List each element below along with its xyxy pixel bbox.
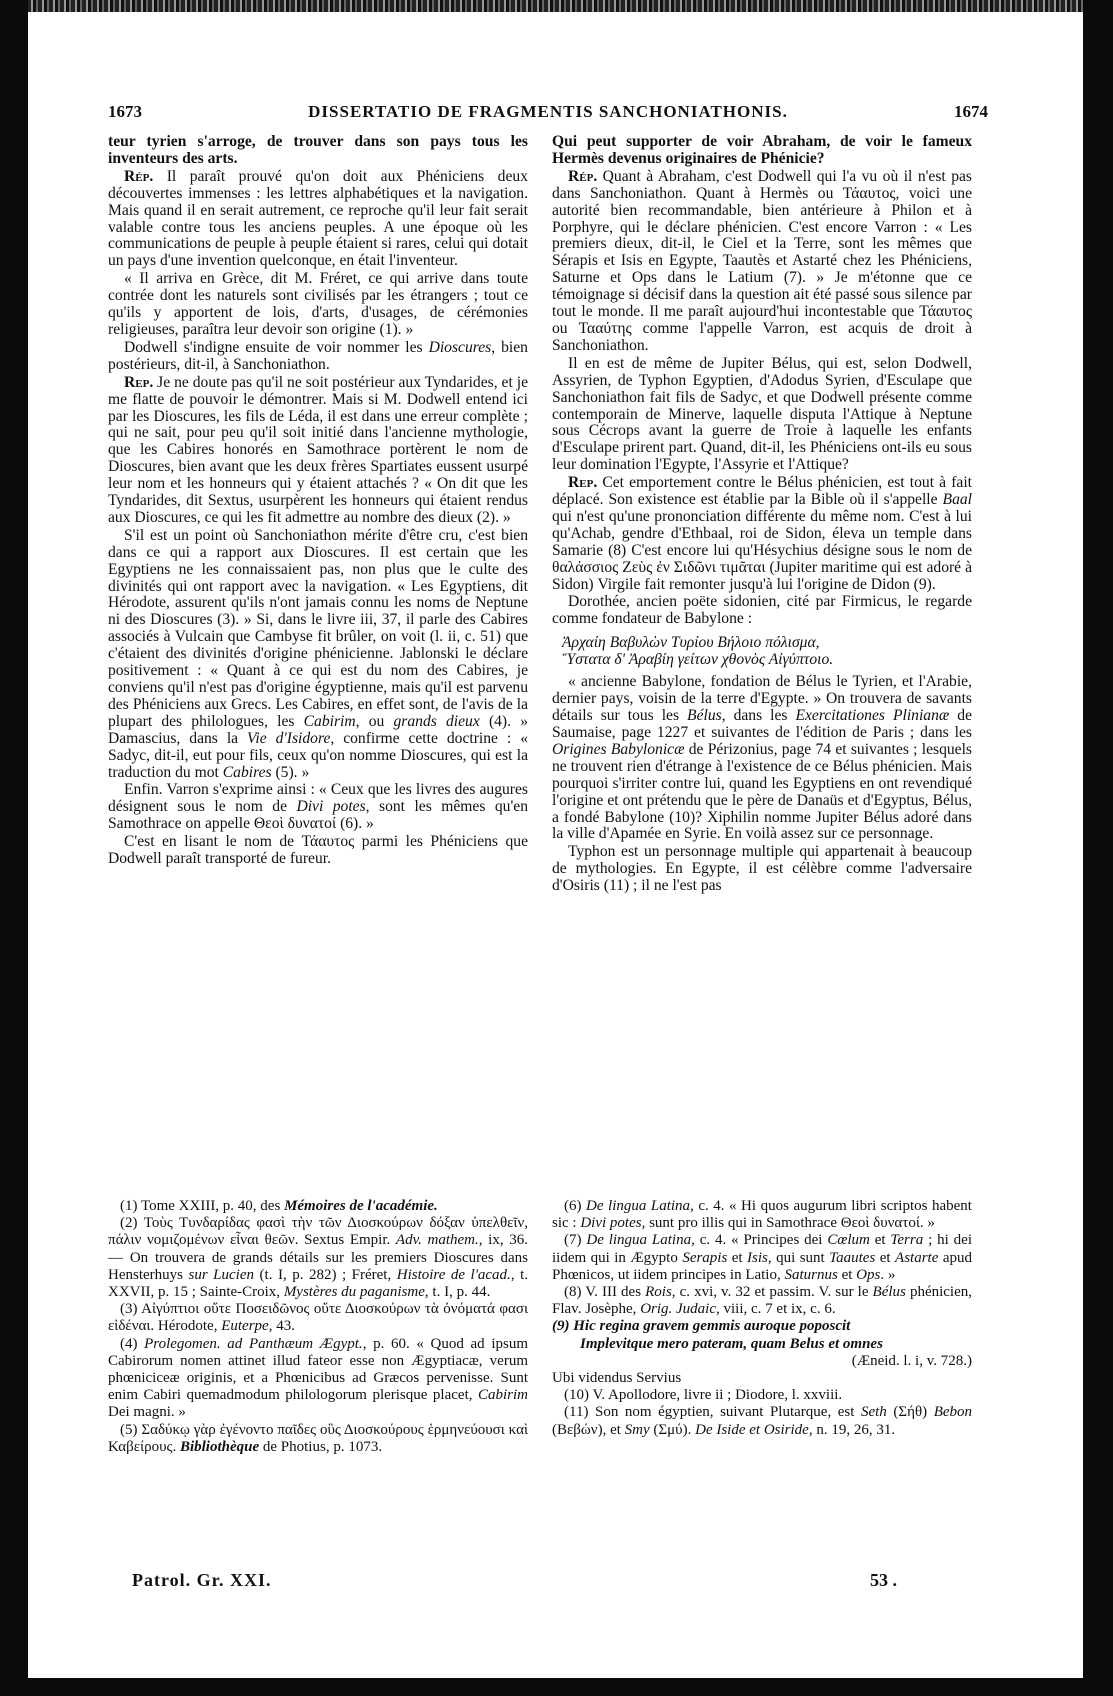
running-head — [108, 100, 988, 126]
verse-line: Ἀρχαίη Βαβυλὼν Τυρίου Βήλοιο πόλισμα, — [562, 634, 820, 652]
paragraph: Qui peut supporter de voir Abraham, de voir le fameux Hermès devenus originaires de Phénicie? — [552, 133, 972, 167]
footer-volume: Patrol. Gr. XXI. — [132, 1570, 272, 1590]
paragraph: teur tyrien s'arroge, de trouver dans son pays tous les inventeurs des arts. — [108, 133, 528, 167]
paragraph: Rép. Quant à Abraham, c'est Dodwell qui l'a vu où il n'est pas dans Sanchoniathon. Quant à Hermès ou Τάαυτος, voici une autorité bien recommandable, bien antérieure à Philon et à Porphyre, qui le déclare phénicien. C'est encore Varron : « Les premiers dieux, dit-il, le Ciel et la Terre, sont les mêmes que Sérapis et Isis en Egypte, Taautès et Astarté chez les Phéniciens, Saturne et Ops dans le Latium (7). » Je m'étonne que ce témoignage si décisif dans la question ait été passé sous silence par tout le monde. Il me paraît aujourd'hui incontestable que Τάαυτος ou Τααύτης comme l'appelle Varron, est acquis de droit à Sanchoniathon. — [552, 167, 972, 354]
footnote: (8) V. III des Rois, c. xvi, v. 32 et passim. V. sur le Bélus phénicien, Flav. Josèphe, Orig. Judaic, viii, c. 7 et ix, c. 6. — [552, 1284, 972, 1318]
citation: (Æneid. l. i, v. 728.) — [851, 1352, 972, 1369]
right-column — [552, 134, 972, 895]
footnote: (3) Αἰγύπτιοι οὔτε Ποσειδῶνος οὔτε Διοσκούρων τὰ ὀνόματά φασι εἰδέναι. Hérodote, Euterpe, 43. — [108, 1301, 528, 1335]
footnote: (5) Σαδύκῳ γὰρ ἐγένοντο παῖδες οὓς Διοσκούρους ἑρμηνεύουσι καὶ Καβείρους. Bibliothèque de Photius, p. 1073. — [108, 1421, 528, 1455]
paragraph: Rép. Il paraît prouvé qu'on doit aux Phéniciens deux découvertes immenses : les lettres alphabétiques et la navigation. Mais quand il en serait autrement, ce reproche qu'il leur fait serait valable contre tous les anciens peuples. A une époque où les communications de peuple à peuple étaient si rares, celui qui dotait un pays d'une invention quelconque, en était l'inventeur. — [108, 167, 528, 270]
poem-line: Implevitque mero pateram, quam Belus et omnes — [580, 1335, 883, 1352]
column-number-left: 1673 — [108, 102, 142, 121]
paragraph: Dodwell s'indigne ensuite de voir nommer les Dioscures, bien postérieurs, dit-il, à Sanchoniathon. — [108, 338, 528, 373]
greek-verse — [562, 634, 972, 668]
paragraph: C'est en lisant le nom de Τάαυτος parmi les Phéniciens que Dodwell paraît transporté de fureur. — [108, 833, 528, 868]
footnote: (4) Prolegomen. ad Panthæum Ægypt., p. 60. « Quod ad ipsum Cabirorum nomen attinet illud fateor esse non Ægyptiacæ, verum phœniciceæ originis, et a Phœnicibus ad Græcos pervenisse. Sunt enim Cabiri quemadmodum philologorum plerisque placet, Cabirim Dei magni. » — [108, 1335, 528, 1421]
left-column — [108, 134, 528, 868]
paragraph: « Il arriva en Grèce, dit M. Fréret, ce qui arrive dans toute contrée dont les naturels sont civilisés par les étrangers ; tout ce qu'ils y apportent de lois, d'arts, d'usages, de cérémonies religieuses, paraîtra leur devoir son origine (1). » — [108, 270, 528, 338]
scan-edge-left — [0, 0, 28, 1696]
verse-line: Ὕστατα δ' Ἀραβίη γείτων χθονὸς Αἰγύπτοιο. — [562, 651, 834, 669]
footnote: (1) Tome XXIII, p. 40, des Mémoires de l'académie. — [120, 1198, 438, 1214]
scan-edge-right — [1083, 0, 1113, 1696]
scan-edge-bottom — [0, 1678, 1113, 1696]
paragraph: Dorothée, ancien poëte sidonien, cité par Firmicus, le regarde comme fondateur de Babylone : — [552, 593, 972, 628]
footnote: (7) De lingua Latina, c. 4. « Principes dei Cœlum et Terra ; hi dei iidem qui in Ægypto Serapis et Isis, qui sunt Taautes et Astarte apud Phœnicos, ut iidem principes in Latio, Saturnus et Ops. » — [552, 1232, 972, 1283]
footnote: Ubi videndus Servius — [552, 1370, 682, 1387]
paragraph: S'il est un point où Sanchoniathon mérite d'être cru, c'est bien dans ce qui a rapport aux Dioscures. Il est certain que les Egyptiens ne les connaissaient pas, non plus que le culte des divinités qui ont rapport avec la navigation. « Les Egyptiens, dit Hérodote, assurent qu'ils n'ont jamais connu les noms de Neptune ni des Dioscures (3). » Si, dans le livre iii, 37, il parle des Cabires associés à Vulcain que Cambyse fit brûler, on voit (l. ii, c. 51) que c'étaient des divinités d'origine phénicienne. Jablonski le déclare positivement : « Quant à ce qui est du nom des Cabires, je conviens qu'il n'est pas d'origine égyptienne, mais qu'il est parvenu des Phéniciens aux Grecs. Les Cabires, en effet sont, de l'avis de la plupart des philologues, les Cabirim, ou grands dieux (4). » Damascius, dans la Vie d'Isidore, confirme cette doctrine : « Sadyc, dit-il, eut pour fils, ceux qu'on nomme Dioscures, qui est la traduction du mot Cabires (5). » — [108, 526, 528, 781]
footnotes-left — [108, 1198, 528, 1456]
paragraph: Typhon est un personnage multiple qui appartenait à beaucoup de mythologies. En Egypte, il est célèbre comme l'adversaire d'Osiris (11) ; il ne l'est pas — [552, 843, 972, 895]
footnote: (6) De lingua Latina, c. 4. « Hi quos augurum libri scriptos habent sic : Divi potes, sunt pro illis qui in Samothrace Θεοὶ δυνατοί. » — [552, 1198, 972, 1232]
document-page — [108, 100, 988, 1660]
paragraph: Rep. Je ne doute pas qu'il ne soit postérieur aux Tyndarides, et je me flatte de pouvoir le démontrer. Mais si M. Dodwell entend ici par les Dioscures, les fils de Léda, il est dans une erreur complète ; qui ne sait, pour peu qu'il soit initié dans l'ancienne mythologie, que les Cabires honorés en Samothrace portèrent le nom de Dioscures, bien avant que les deux frères Spartiates eussent usurpé leur nom et les honneurs qui y étaient attachés ? « On dit que les Tyndarides, dit Sextus, usurpèrent les honneurs qui étaient rendus aux Dioscures, ce qui les fit admettre au nombre des dieux (2). » — [108, 373, 528, 526]
footnote: (10) V. Apollodore, livre ii ; Diodore, l. xxviii. — [564, 1387, 843, 1404]
paragraph: Enfin. Varron s'exprime ainsi : « Ceux que les livres des augures désignent sous le nom de Divi potes, sont les mêmes qu'en Samothrace on appelle Θεοὶ δυνατοί (6). » — [108, 781, 528, 833]
footer-page-number: 53 . — [870, 1570, 897, 1590]
scan-edge-top — [0, 0, 1113, 12]
footnote: (2) Τοὺς Τυνδαρίδας φασὶ τὴν τῶν Διοσκούρων δόξαν ὑπελθεῖν, πάλιν νομιζομένων εἶναι θεῶν. Sextus Empir. Adv. mathem., ix, 36. — On trouvera de grands détails sur les premiers Dioscures dans Hensterhuys sur Lucien (t. I, p. 282) ; Fréret, Histoire de l'acad., t. XXVII, p. 15 ; Sainte-Croix, Mystères du paganisme, t. I, p. 44. — [108, 1215, 528, 1301]
footnote: (11) Son nom égyptien, suivant Plutarque, est Seth (Σήθ) Bebon (Βεβών), et Smy (Σμύ). De Iside et Osiride, n. 19, 26, 31. — [552, 1404, 973, 1438]
page-title: DISSERTATIO DE FRAGMENTIS SANCHONIATHONIS. — [308, 102, 788, 121]
column-number-right: 1674 — [954, 102, 988, 121]
footnotes-right — [552, 1198, 972, 1439]
paragraph: « ancienne Babylone, fondation de Bélus le Tyrien, et l'Arabie, dernier pays, voisin de la terre d'Egypte. » On trouvera de savants détails sur tous les Bélus, dans les Exercitationes Plinianæ de Saumaise, page 1227 et suivantes de l'édition de Paris ; dans les Origines Babylonicæ de Périzonius, page 74 et suivantes ; lesquels ne trouvent rien d'étrange à l'existence de ce Bélus phénicien. Mais pourquoi s'irriter contre lui, quand les Egyptiens en ont revendiqué l'origine et ont prétendu que le père de Danaüs et d'Egyptus, Bélus, a fondé Babylone (10)? Xiphilin nomme Jupiter Bélus adoré dans la ville d'Apamée en Syrie. En voilà assez sur ce personnage. — [552, 673, 972, 843]
footnote: (9) Hic regina gravem gemmis auroque poposcit — [552, 1318, 851, 1335]
paragraph: Il en est de même de Jupiter Bélus, qui est, selon Dodwell, Assyrien, de Typhon Egyptien, d'Adodus Syrien, d'Esculape que Sanchoniathon fait fils de Sadyc, et que Dodwell présente comme contemporain de Minerve, laquelle disputa l'Attique à Neptune sous Cécrops avant la guerre de Troie à laquelle les enfants d'Esculape prirent part. Quand, dit-il, les Phéniciens ont-ils eu sous leur domination l'Egypte, l'Assyrie et l'Attique? — [552, 354, 972, 474]
paragraph: Rep. Cet emportement contre le Bélus phénicien, est tout à fait déplacé. Son existence est établie par la Bible où il s'appelle Baal qui n'est qu'une prononciation différente du même nom. C'est à lui qu'Achab, gendre d'Ethbaal, roi de Sidon, éleva un temple dans Samarie (8) C'est encore lui qu'Hésychius désigne sous le nom de θαλάσσιος Ζεὺς ἐν Σιδῶνι τιμᾶται (Jupiter maritime qui est adoré à Sidon) Virgile fait remonter jusqu'à lui l'origine de Didon (9). — [552, 474, 972, 593]
